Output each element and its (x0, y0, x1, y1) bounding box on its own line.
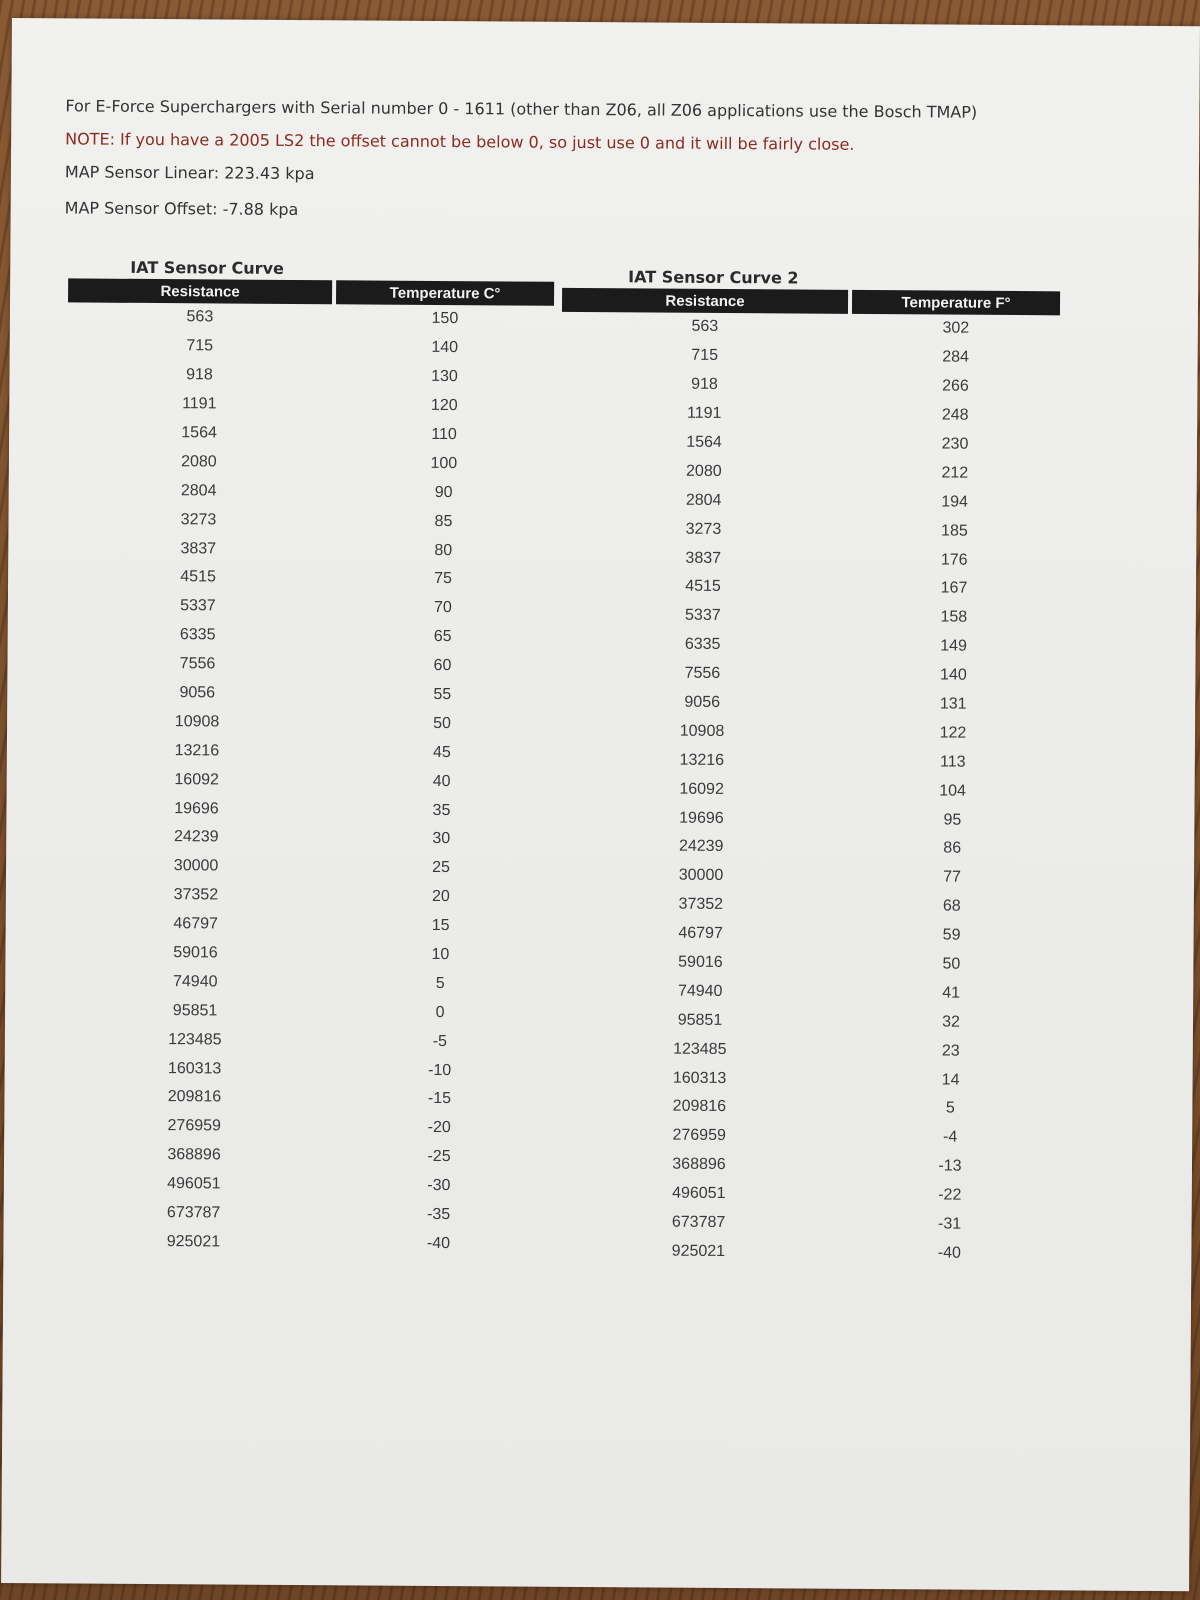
resistance-cell: 74940 (172, 973, 218, 991)
temperature-cell: 104 (939, 782, 967, 800)
table-row (558, 832, 1056, 864)
table-row (559, 687, 1057, 719)
temperature-cell: 5 (435, 974, 445, 992)
curve-1-header-row (68, 278, 554, 305)
temperature-cell: -4 (943, 1128, 958, 1147)
table-row (65, 765, 551, 797)
resistance-cell: 59016 (678, 953, 723, 972)
resistance-cell: 7556 (684, 664, 721, 683)
resistance-cell: 715 (186, 337, 214, 355)
temperature-cell: 35 (432, 801, 451, 819)
temperature-cell: 68 (942, 897, 961, 915)
resistance-cell: 673787 (671, 1213, 726, 1232)
table-row (65, 649, 551, 681)
table-row (63, 938, 549, 970)
curve-1-title: IAT Sensor Curve (130, 257, 284, 278)
temperature-cell: 131 (939, 695, 967, 713)
resistance-cell: 9056 (179, 684, 216, 702)
resistance-cell: 95851 (172, 1001, 218, 1020)
table-row (62, 1140, 548, 1172)
resistance-cell: 19696 (679, 809, 724, 827)
resistance-cell: 19696 (174, 799, 219, 818)
table-row (62, 1082, 548, 1114)
resistance-cell: 46797 (173, 915, 218, 933)
table-row (557, 947, 1055, 979)
temperature-cell: 140 (940, 666, 967, 684)
temperature-cell: 41 (942, 984, 961, 1002)
temperature-cell: 90 (434, 483, 453, 501)
resistance-cell: 10908 (174, 713, 220, 731)
ls2-note: NOTE: If you have a 2005 LS2 the offset cannot be below 0, so just use 0 and it will be fairly close. (65, 129, 855, 154)
table-row (62, 1111, 548, 1143)
resistance-cell: 496051 (167, 1175, 221, 1193)
table-row (559, 659, 1057, 691)
temperature-cell: 122 (939, 724, 967, 742)
table-row (62, 1169, 548, 1201)
temperature-cell: 55 (433, 685, 452, 704)
resistance-cell: 3273 (685, 520, 722, 538)
temperature-cell: 150 (431, 310, 459, 328)
resistance-cell: 123485 (673, 1040, 727, 1058)
table-row (67, 476, 553, 508)
table-row (65, 678, 551, 710)
resistance-cell: 4515 (685, 578, 721, 596)
table-row (561, 370, 1059, 402)
temperature-cell: 140 (431, 339, 459, 357)
table-row (558, 861, 1056, 893)
resistance-cell: 16092 (174, 770, 219, 789)
resistance-cell: 276959 (167, 1117, 222, 1135)
resistance-cell: 46797 (678, 924, 723, 943)
table-row (557, 1034, 1055, 1066)
curve-2-body (555, 312, 1060, 1269)
temperature-cell: 45 (432, 743, 451, 761)
table-row (65, 707, 551, 739)
table-row (557, 1063, 1055, 1095)
table-row (66, 505, 552, 537)
temperature-cell: 149 (940, 637, 968, 655)
table-row (558, 919, 1056, 951)
temperature-cell: 15 (431, 917, 450, 935)
resistance-cell: 37352 (173, 886, 219, 904)
table-row (63, 967, 549, 999)
resistance-cell: 209816 (167, 1088, 222, 1106)
table-row (559, 716, 1057, 748)
temperature-cell: 110 (431, 425, 457, 444)
temperature-cell: 75 (434, 570, 453, 588)
curve-2-title: IAT Sensor Curve 2 (628, 267, 799, 288)
resistance-cell: 30000 (678, 867, 724, 885)
temperature-cell: 14 (941, 1071, 960, 1089)
temperature-cell: -22 (938, 1186, 962, 1204)
resistance-cell: 160313 (167, 1059, 222, 1078)
iat-sensor-curve-2 (555, 266, 1064, 1269)
table-row (560, 630, 1058, 662)
table-row (65, 736, 551, 768)
temperature-cell: 80 (434, 541, 453, 559)
table-row (556, 1121, 1054, 1153)
resistance-cell: 496051 (672, 1184, 726, 1203)
temperature-cell: -15 (427, 1090, 452, 1108)
temperature-cell: -13 (938, 1157, 962, 1175)
resistance-cell: 30000 (173, 857, 219, 875)
resistance-cell: 3837 (180, 539, 217, 558)
resistance-cell: 918 (186, 366, 213, 384)
temperature-cell: 185 (941, 522, 968, 540)
resistance-cell: 6335 (179, 626, 216, 644)
curve-1-body (61, 302, 554, 1259)
table-row (68, 302, 554, 334)
resistance-cell: 95851 (677, 1011, 723, 1029)
temperature-cell: 130 (431, 368, 458, 386)
resistance-cell: 5337 (180, 597, 216, 615)
resistance-cell: 2804 (180, 481, 217, 500)
resistance-cell: 4515 (180, 568, 216, 586)
temperature-cell: 248 (941, 406, 969, 424)
resistance-cell: 59016 (173, 944, 218, 962)
resistance-cell: 276959 (672, 1127, 726, 1145)
temperature-cell: 65 (433, 628, 452, 646)
table-row (63, 1025, 549, 1057)
resistance-cell: 925021 (166, 1233, 221, 1251)
table-row (556, 1150, 1054, 1182)
table-row (67, 447, 553, 479)
temperature-cell: 85 (434, 512, 453, 530)
resistance-cell: 715 (691, 347, 719, 365)
serial-number-line: For E-Force Superchargers with Serial number 0 - 1611 (other than Z06, all Z06 applications use the Bosch TMAP) (65, 96, 978, 122)
table-row (560, 572, 1058, 604)
resistance-cell: 3273 (180, 510, 217, 529)
table-row (560, 543, 1058, 575)
table-row (67, 360, 553, 392)
table-row (562, 341, 1060, 373)
table-row (66, 534, 552, 566)
resistance-cell: 2080 (181, 453, 217, 471)
temperature-cell: 23 (941, 1042, 960, 1060)
table-row (67, 389, 553, 421)
table-row (64, 794, 550, 826)
temperature-cell: -25 (427, 1148, 451, 1166)
temperature-cell: 5 (945, 1100, 955, 1118)
table-row (556, 1207, 1054, 1239)
temperature-cell: 212 (941, 464, 969, 482)
table-row (558, 803, 1056, 835)
resistance-cell: 74940 (677, 982, 723, 1000)
table-row (560, 601, 1058, 633)
table-row (556, 1179, 1054, 1211)
resistance-cell: 1191 (182, 395, 217, 413)
resistance-cell: 123485 (168, 1030, 222, 1049)
resistance-cell: 368896 (672, 1155, 726, 1174)
table-row (64, 909, 550, 941)
temperature-cell: 70 (433, 599, 452, 617)
table-row (561, 456, 1059, 488)
table-row (61, 1227, 547, 1259)
temperature-cell: 50 (433, 714, 452, 732)
temperature-cell: 60 (433, 657, 452, 675)
temperature-cell: 25 (432, 859, 451, 877)
temperature-cell: 266 (942, 377, 969, 395)
resistance-cell: 9056 (684, 693, 721, 711)
table-row (63, 996, 549, 1028)
temperature-cell: 95 (943, 811, 962, 829)
temperature-cell: 167 (940, 579, 968, 598)
temperature-cell: 86 (943, 839, 962, 858)
resistance-cell: 37352 (678, 895, 724, 914)
resistance-cell: 7556 (179, 655, 216, 673)
temperature-cell: 100 (430, 454, 458, 473)
paper-sheet (1, 18, 1200, 1591)
resistance-cell: 673787 (166, 1204, 221, 1222)
map-sensor-offset: MAP Sensor Offset: -7.88 kpa (64, 198, 299, 220)
temperature-cell: -40 (937, 1244, 962, 1262)
temperature-cell: 0 (435, 1003, 445, 1021)
map-sensor-linear: MAP Sensor Linear: 223.43 kpa (64, 162, 315, 184)
temperature-cell: 59 (942, 926, 961, 944)
resistance-cell: 16092 (679, 780, 724, 798)
table-row (561, 485, 1059, 517)
temperature-cell: 20 (431, 888, 450, 906)
resistance-cell: 918 (691, 375, 718, 394)
temperature-cell: -30 (427, 1177, 451, 1195)
curve-2-resistance-header: Resistance (562, 288, 848, 314)
temperature-cell: 230 (941, 435, 969, 453)
table-row (64, 880, 550, 912)
resistance-cell: 10908 (679, 722, 725, 740)
temperature-cell: -10 (428, 1061, 452, 1079)
temperature-cell: -40 (426, 1234, 451, 1253)
temperature-cell: 50 (942, 955, 961, 973)
resistance-cell: 2804 (685, 491, 722, 509)
resistance-cell: 1191 (686, 404, 722, 423)
curve-1-temperature-header: Temperature C° (336, 280, 554, 306)
temperature-cell: 120 (430, 397, 458, 415)
table-row (64, 822, 550, 854)
temperature-cell: -20 (427, 1119, 451, 1137)
table-row (64, 851, 550, 883)
table-row (67, 418, 553, 450)
table-row (561, 427, 1059, 459)
resistance-cell: 925021 (671, 1242, 726, 1260)
resistance-cell: 563 (186, 308, 214, 326)
table-row (559, 745, 1057, 777)
curve-2-header-row (562, 288, 1060, 315)
resistance-cell: 563 (691, 318, 719, 336)
temperature-cell: 40 (432, 772, 451, 790)
table-row (62, 1198, 548, 1230)
resistance-cell: 160313 (672, 1069, 727, 1087)
table-row (561, 399, 1059, 431)
temperature-cell: 284 (942, 348, 970, 367)
temperature-cell: 158 (940, 608, 968, 627)
temperature-cell: -35 (427, 1205, 451, 1224)
temperature-cell: 77 (943, 868, 961, 887)
resistance-cell: 368896 (167, 1146, 221, 1164)
temperature-cell: 113 (940, 753, 966, 771)
table-row (559, 774, 1057, 806)
resistance-cell: 3837 (685, 549, 722, 567)
temperature-cell: 176 (940, 551, 968, 569)
table-row (560, 514, 1058, 546)
resistance-cell: 1564 (686, 433, 722, 451)
curve-2-table (551, 288, 1064, 1269)
temperature-cell: 10 (431, 945, 450, 964)
table-row (558, 890, 1056, 922)
table-row (66, 591, 552, 623)
resistance-cell: 13216 (679, 751, 725, 769)
resistance-cell: 2080 (685, 462, 722, 480)
temperature-cell: -31 (937, 1215, 962, 1233)
iat-sensor-curve-1 (61, 256, 558, 1259)
resistance-cell: 1564 (181, 424, 217, 442)
temperature-cell: 30 (432, 830, 451, 848)
curve-1-table (57, 278, 558, 1259)
resistance-cell: 6335 (684, 635, 721, 654)
resistance-cell: 209816 (672, 1098, 727, 1116)
table-row (557, 1005, 1055, 1037)
intro-text (65, 96, 1166, 239)
table-row (562, 312, 1060, 344)
temperature-cell: -5 (432, 1032, 448, 1050)
resistance-cell: 5337 (684, 607, 721, 625)
table-row (557, 976, 1055, 1008)
curve-2-temperature-header: Temperature F° (852, 290, 1060, 315)
table-row (66, 562, 552, 594)
table-row (556, 1092, 1054, 1124)
temperature-cell: 302 (942, 319, 970, 338)
temperature-cell: 194 (941, 493, 969, 511)
resistance-cell: 13216 (174, 741, 220, 760)
table-row (68, 331, 554, 363)
table-row (63, 1054, 549, 1086)
curve-1-resistance-header: Resistance (68, 278, 332, 304)
temperature-cell: 32 (942, 1013, 960, 1031)
table-row (555, 1236, 1053, 1268)
resistance-cell: 24239 (173, 828, 219, 846)
table-row (66, 620, 552, 652)
resistance-cell: 24239 (678, 838, 724, 856)
